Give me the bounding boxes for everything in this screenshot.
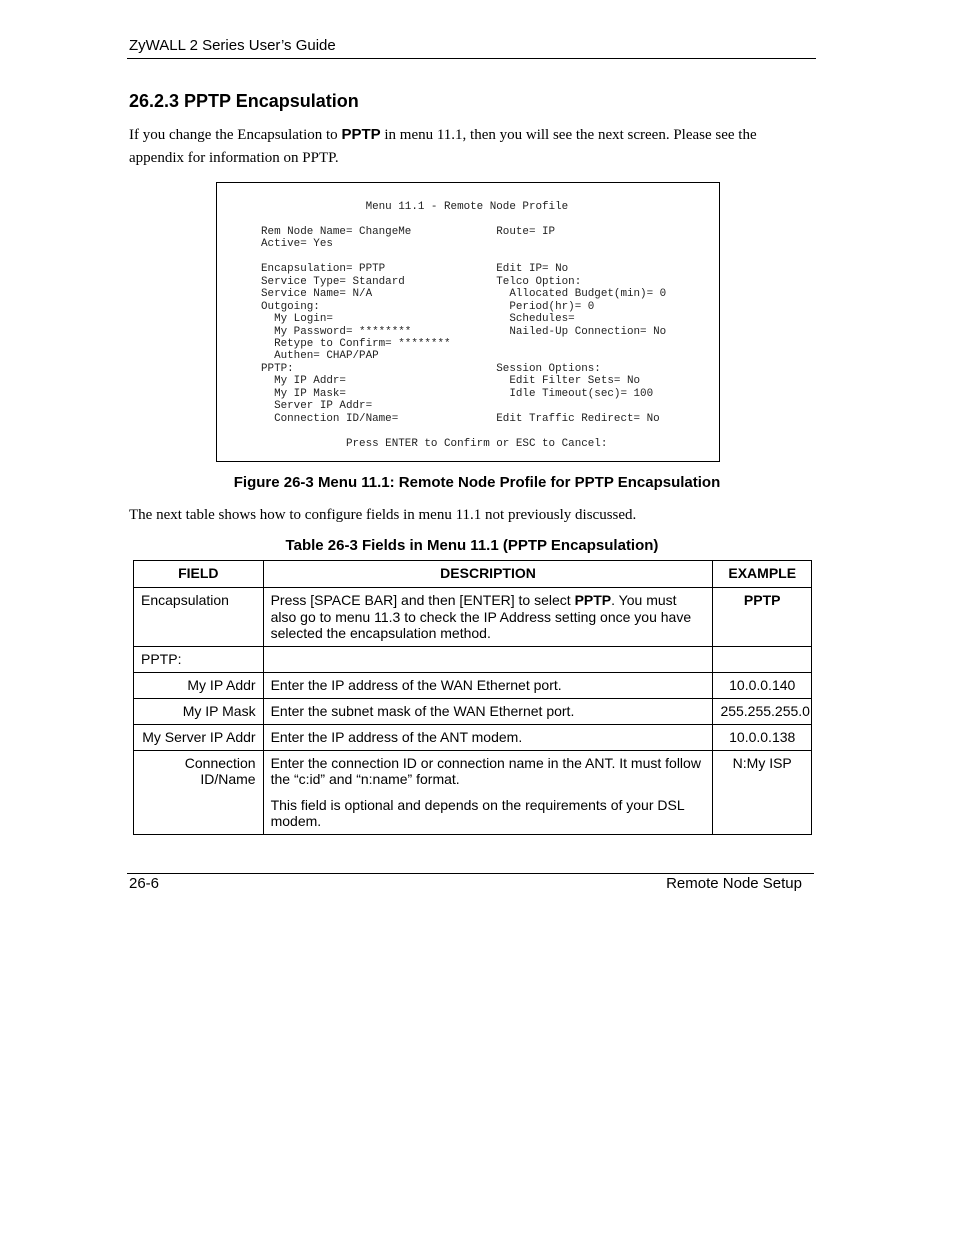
example-cell: 255.255.255.0 bbox=[713, 698, 812, 724]
footer-rule bbox=[127, 873, 814, 874]
terminal-screen-text: Menu 11.1 - Remote Node Profile Rem Node Name= ChangeMe Route= IP Active= Yes Encapsulation= PPTP Edit IP= No Service Type= Standard Telco Option: Service Name= N/A Allocated Budget(min)= 0 Outgoing: Period(hr)= 0 My Login= Schedules= My Password= ******** Nailed-Up Connection= No Retype to Confirm= ******** Authen= CHAP/PAP PPTP: Session Options: My IP Addr= Edit Filter Sets= No My IP Mask= Idle Timeout(sec)= 100 Server IP Addr= Connection ID/Name= Edit Traffic Redirect= No Press ENTER to Confirm or ESC to Cancel: bbox=[261, 201, 667, 450]
description-paragraph: This field is optional and depends on the requirements of your DSL modem. bbox=[270, 796, 685, 829]
figure-caption: Figure 26-3 Menu 11.1: Remote Node Profile for PPTP Encapsulation bbox=[233, 474, 721, 491]
fields-table bbox=[133, 560, 812, 835]
intro-paragraph bbox=[129, 123, 801, 170]
header-rule bbox=[127, 58, 816, 59]
field-cell: My IP Addr bbox=[134, 672, 264, 698]
header-description: DESCRIPTION bbox=[263, 561, 713, 588]
description-paragraph: Enter the connection ID or connection name in the ANT. It must follow the “c:id” and “n:name” format. bbox=[270, 754, 701, 787]
intro-text-before: If you change the Encapsulation to bbox=[129, 127, 342, 143]
section-heading: 26.2.3 PPTP Encapsulation bbox=[129, 91, 359, 111]
table-row bbox=[134, 724, 812, 750]
description-cell: Enter the IP address of the ANT modem. bbox=[263, 724, 713, 750]
example-cell bbox=[713, 646, 812, 672]
example-cell: PPTP bbox=[713, 588, 812, 647]
terminal-screen bbox=[216, 182, 720, 462]
table-row bbox=[134, 750, 812, 834]
header-example: EXAMPLE bbox=[713, 561, 812, 588]
field-cell: My Server IP Addr bbox=[134, 724, 264, 750]
description-cell: Enter the IP address of the WAN Ethernet port. bbox=[263, 672, 713, 698]
table-intro: The next table shows how to configure fields in menu 11.1 not previously discussed. bbox=[129, 507, 637, 523]
example-cell: N:My ISP bbox=[713, 750, 812, 834]
description-cell bbox=[263, 646, 713, 672]
example-cell: 10.0.0.138 bbox=[713, 724, 812, 750]
footer-chapter-title: Remote Node Setup bbox=[666, 875, 802, 892]
field-cell: PPTP: bbox=[134, 646, 264, 672]
description-cell: Enter the subnet mask of the WAN Ethernet port. bbox=[263, 698, 713, 724]
description-cell bbox=[263, 588, 713, 647]
table-row bbox=[134, 698, 812, 724]
intro-text-after: in menu 11.1, then you will see the next screen. Please see the appendix for information on PPTP. bbox=[129, 127, 757, 166]
page-header-title: ZyWALL 2 Series User’s Guide bbox=[129, 37, 336, 54]
table-row bbox=[134, 646, 812, 672]
description-text: . You must also go to menu 11.3 to check the IP Address setting once you have selected the encapsulation method. bbox=[270, 592, 692, 641]
field-cell: Connection ID/Name bbox=[134, 750, 264, 834]
field-cell: My IP Mask bbox=[134, 698, 264, 724]
table-row bbox=[134, 588, 812, 647]
footer-page-number: 26-6 bbox=[129, 875, 160, 892]
intro-text-bold: PPTP bbox=[341, 126, 381, 143]
example-cell: 10.0.0.140 bbox=[713, 672, 812, 698]
table-row bbox=[134, 672, 812, 698]
table-header-row bbox=[134, 561, 812, 588]
field-cell: Encapsulation bbox=[134, 588, 264, 647]
description-text: Press [SPACE BAR] and then [ENTER] to select bbox=[270, 592, 575, 608]
description-bold: PPTP bbox=[574, 592, 612, 608]
description-cell bbox=[263, 750, 713, 834]
header-field: FIELD bbox=[134, 561, 264, 588]
table-caption: Table 26-3 Fields in Menu 11.1 (PPTP Encapsulation) bbox=[285, 537, 659, 554]
